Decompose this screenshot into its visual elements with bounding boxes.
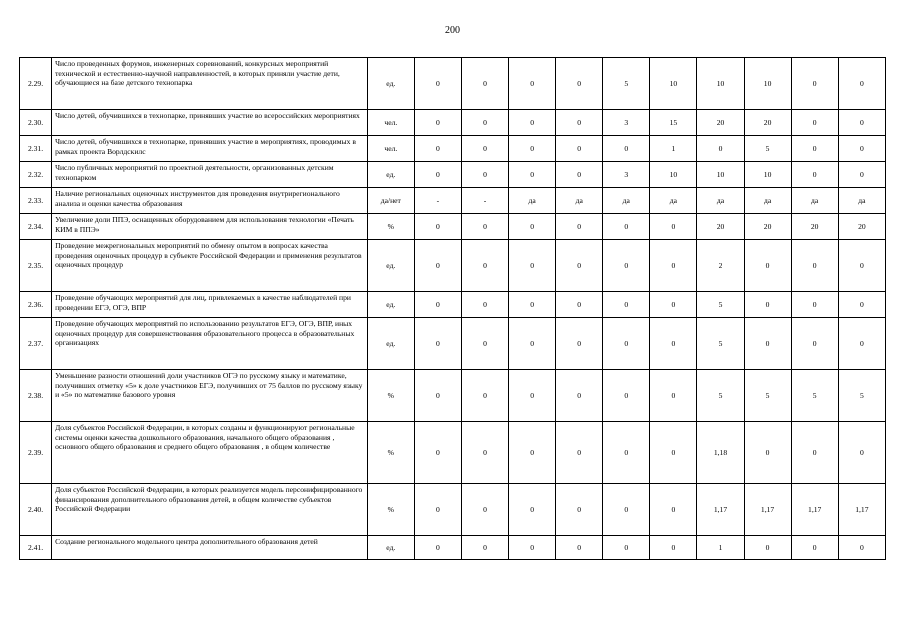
row-number: 2.36. [20, 292, 52, 318]
table-row [20, 240, 886, 292]
row-value: 0 [556, 214, 603, 240]
row-number: 2.41. [20, 536, 52, 560]
row-value: 5 [697, 370, 744, 422]
row-value: - [414, 188, 461, 214]
row-value: 0 [791, 58, 838, 110]
row-value: 1,17 [838, 484, 885, 536]
row-value: 0 [509, 536, 556, 560]
row-value: 0 [461, 214, 508, 240]
row-value: 0 [838, 318, 885, 370]
row-value: 0 [603, 318, 650, 370]
row-value: 0 [791, 422, 838, 484]
row-value: 0 [461, 58, 508, 110]
row-value: 0 [414, 240, 461, 292]
row-number: 2.30. [20, 110, 52, 136]
indicator-table [19, 57, 886, 560]
row-value: 0 [791, 318, 838, 370]
row-value: 5 [744, 136, 791, 162]
row-value: 20 [791, 214, 838, 240]
row-value: 1,17 [791, 484, 838, 536]
row-value: 0 [461, 110, 508, 136]
row-value: 0 [461, 370, 508, 422]
row-value: да [838, 188, 885, 214]
row-value: 0 [650, 240, 697, 292]
row-value: 20 [697, 110, 744, 136]
row-description: Наличие региональных оценочных инструментов для проведения внутрирегионального анализа и оценки качества образования [52, 188, 368, 214]
row-value: 0 [509, 422, 556, 484]
row-number: 2.38. [20, 370, 52, 422]
row-value: 0 [509, 292, 556, 318]
row-value: 0 [556, 292, 603, 318]
row-unit: % [367, 422, 414, 484]
row-value: 1,18 [697, 422, 744, 484]
row-value: 0 [414, 536, 461, 560]
row-number: 2.37. [20, 318, 52, 370]
row-value: да [556, 188, 603, 214]
row-description: Создание регионального модельного центра дополнительного образования детей [52, 536, 368, 560]
row-value: 0 [744, 292, 791, 318]
row-value: 1,17 [744, 484, 791, 536]
table-row [20, 318, 886, 370]
row-value: 0 [414, 58, 461, 110]
row-value: 0 [650, 422, 697, 484]
row-value: 10 [744, 58, 791, 110]
row-value: 5 [838, 370, 885, 422]
row-value: 0 [603, 240, 650, 292]
row-value: 20 [744, 214, 791, 240]
row-value: 0 [603, 292, 650, 318]
row-value: 0 [603, 484, 650, 536]
table-row [20, 136, 886, 162]
row-value: 0 [838, 58, 885, 110]
row-unit: чел. [367, 136, 414, 162]
row-value: 0 [509, 162, 556, 188]
row-value: 0 [744, 422, 791, 484]
row-value: 0 [838, 536, 885, 560]
row-number: 2.32. [20, 162, 52, 188]
row-value: 0 [556, 484, 603, 536]
row-value: 0 [603, 214, 650, 240]
row-value: 0 [838, 110, 885, 136]
table-row [20, 292, 886, 318]
row-unit: ед. [367, 58, 414, 110]
row-number: 2.35. [20, 240, 52, 292]
table-row [20, 422, 886, 484]
row-value: 0 [414, 422, 461, 484]
row-value: 20 [697, 214, 744, 240]
row-value: 0 [556, 162, 603, 188]
row-unit: % [367, 370, 414, 422]
row-value: 0 [414, 110, 461, 136]
row-value: 0 [556, 422, 603, 484]
row-value: 0 [838, 136, 885, 162]
row-value: 0 [556, 536, 603, 560]
row-value: 0 [838, 422, 885, 484]
row-value: 0 [650, 318, 697, 370]
row-value: да [603, 188, 650, 214]
row-value: 3 [603, 110, 650, 136]
row-value: 0 [556, 240, 603, 292]
row-value: да [744, 188, 791, 214]
row-value: 0 [556, 318, 603, 370]
row-value: 10 [697, 162, 744, 188]
row-value: 0 [414, 484, 461, 536]
row-value: да [697, 188, 744, 214]
row-description: Проведение обучающих мероприятий по использованию результатов ЕГЭ, ОГЭ, ВПР, иных оценочных процедур для совершенствования образовательного процесса в образовательных организациях [52, 318, 368, 370]
row-unit: ед. [367, 318, 414, 370]
row-value: 0 [414, 292, 461, 318]
row-value: 0 [509, 240, 556, 292]
row-number: 2.34. [20, 214, 52, 240]
row-value: 0 [650, 484, 697, 536]
row-value: 0 [838, 240, 885, 292]
row-value: 0 [650, 292, 697, 318]
row-value: 1,17 [697, 484, 744, 536]
row-value: 5 [744, 370, 791, 422]
row-value: 5 [603, 58, 650, 110]
row-description: Доля субъектов Российской Федерации, в которых реализуется модель персонифицированного финансирования дополнительного образования детей, в общем количестве субъектов Российской Федерации [52, 484, 368, 536]
row-value: 0 [509, 318, 556, 370]
row-unit: ед. [367, 292, 414, 318]
row-value: 2 [697, 240, 744, 292]
row-value: 5 [697, 292, 744, 318]
row-value: 0 [509, 484, 556, 536]
row-value: 0 [414, 214, 461, 240]
table-row [20, 110, 886, 136]
row-number: 2.40. [20, 484, 52, 536]
row-value: 3 [603, 162, 650, 188]
row-value: 0 [556, 370, 603, 422]
table-row [20, 214, 886, 240]
row-value: 0 [509, 214, 556, 240]
row-description: Число проведенных форумов, инженерных соревнований, конкурсных мероприятий технической и естественно-научной направленностей, в которых приняли участие дети, обучающиеся на базе детского технопарка [52, 58, 368, 110]
row-value: 0 [744, 318, 791, 370]
row-value: 0 [461, 136, 508, 162]
row-unit: ед. [367, 536, 414, 560]
row-value: 0 [509, 370, 556, 422]
row-value: 10 [650, 162, 697, 188]
row-value: 20 [838, 214, 885, 240]
row-value: 1 [697, 536, 744, 560]
row-value: 0 [509, 110, 556, 136]
row-value: 10 [744, 162, 791, 188]
row-number: 2.31. [20, 136, 52, 162]
table-row [20, 536, 886, 560]
row-unit: да/нет [367, 188, 414, 214]
table-row [20, 370, 886, 422]
table-body [20, 58, 886, 560]
row-value: 0 [414, 370, 461, 422]
row-value: 0 [461, 484, 508, 536]
row-value: 5 [791, 370, 838, 422]
row-value: 0 [650, 536, 697, 560]
row-value: 0 [509, 58, 556, 110]
row-value: 20 [744, 110, 791, 136]
row-number: 2.29. [20, 58, 52, 110]
row-value: 0 [414, 136, 461, 162]
row-number: 2.39. [20, 422, 52, 484]
row-value: 0 [509, 136, 556, 162]
row-description: Увеличение доли ППЭ, оснащенных оборудованием для использования технологии «Печать КИМ в ППЭ» [52, 214, 368, 240]
page-number: 200 [445, 25, 460, 36]
row-value: 0 [556, 110, 603, 136]
row-value: да [650, 188, 697, 214]
row-value: 0 [838, 162, 885, 188]
row-value: 0 [414, 162, 461, 188]
row-value: 0 [697, 136, 744, 162]
row-description: Число публичных мероприятий по проектной деятельности, организованных детским технопарком [52, 162, 368, 188]
row-value: 0 [461, 162, 508, 188]
table-row [20, 484, 886, 536]
row-value: 0 [556, 136, 603, 162]
row-description: Проведение межрегиональных мероприятий по обмену опытом в вопросах качества проведения оценочных процедур в субъекте Российской Федерации и применения результатов оценочных процедур [52, 240, 368, 292]
row-description: Проведение обучающих мероприятий для лиц, привлекаемых в качестве наблюдателей при проведении ЕГЭ, ОГЭ, ВПР [52, 292, 368, 318]
row-value: 0 [414, 318, 461, 370]
row-value: 0 [650, 370, 697, 422]
row-value: 0 [461, 240, 508, 292]
row-value: 0 [461, 292, 508, 318]
row-value: 0 [744, 536, 791, 560]
row-value: 0 [744, 240, 791, 292]
row-description: Уменьшение разности отношений доли участников ОГЭ по русскому языку и математике, получивших отметку «5» к доле участников ЕГЭ, получивших от 75 баллов по русскому языку и «5» по математике базового уровня [52, 370, 368, 422]
row-value: 0 [556, 58, 603, 110]
row-value: да [509, 188, 556, 214]
row-value: 1 [650, 136, 697, 162]
row-value: 15 [650, 110, 697, 136]
row-description: Доля субъектов Российской Федерации, в которых созданы и функционируют региональные системы оценки качества дошкольного образования, начального общего образования , основного общего образования и среднего общего образования , в общем количестве [52, 422, 368, 484]
row-description: Число детей, обучившихся в технопарке, принявших участие в мероприятиях, проводимых в рамках проекта Ворлдскилс [52, 136, 368, 162]
row-description: Число детей, обучившихся в технопарке, принявших участие во всероссийских мероприятиях [52, 110, 368, 136]
row-value: 0 [791, 162, 838, 188]
table-row [20, 58, 886, 110]
row-value: да [791, 188, 838, 214]
row-value: 0 [603, 370, 650, 422]
row-value: - [461, 188, 508, 214]
row-unit: ед. [367, 240, 414, 292]
row-value: 0 [791, 136, 838, 162]
row-unit: ед. [367, 162, 414, 188]
row-value: 10 [650, 58, 697, 110]
row-unit: % [367, 214, 414, 240]
row-value: 0 [603, 422, 650, 484]
row-value: 0 [650, 214, 697, 240]
row-value: 0 [461, 536, 508, 560]
row-value: 0 [603, 136, 650, 162]
row-value: 0 [791, 536, 838, 560]
row-number: 2.33. [20, 188, 52, 214]
row-unit: чел. [367, 110, 414, 136]
row-unit: % [367, 484, 414, 536]
row-value: 0 [791, 110, 838, 136]
table-row [20, 188, 886, 214]
row-value: 0 [603, 536, 650, 560]
row-value: 0 [791, 240, 838, 292]
table-row [20, 162, 886, 188]
row-value: 0 [461, 422, 508, 484]
row-value: 0 [461, 318, 508, 370]
row-value: 0 [791, 292, 838, 318]
row-value: 10 [697, 58, 744, 110]
row-value: 0 [838, 292, 885, 318]
row-value: 5 [697, 318, 744, 370]
